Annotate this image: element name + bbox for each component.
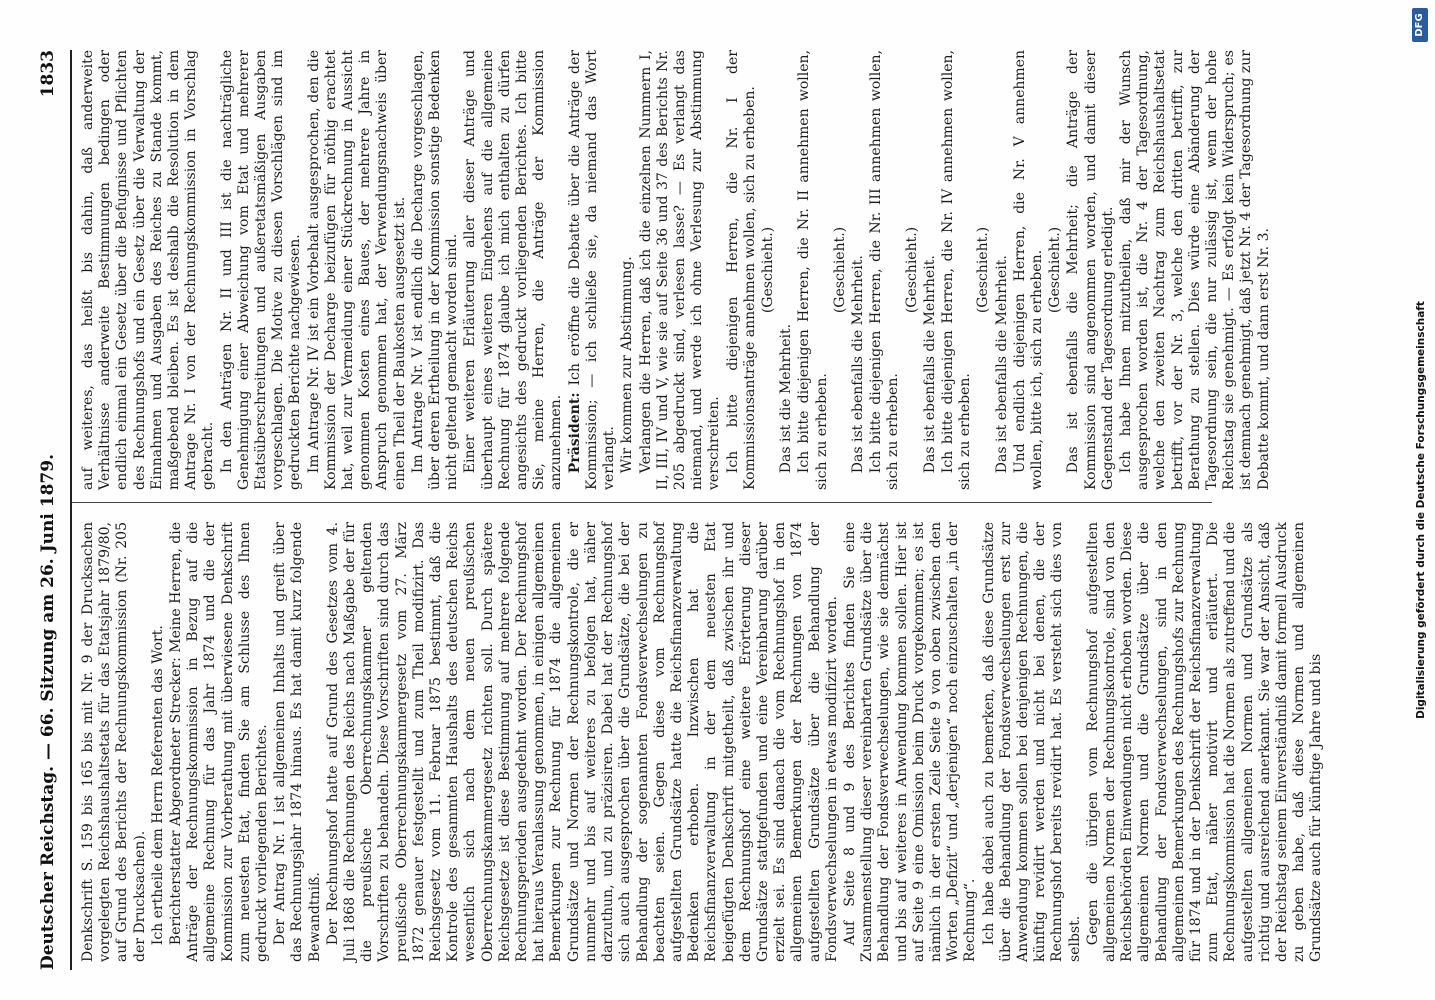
paragraph: Auf Seite 8 und 9 des Berichtes finden Sie eine Zusammenstellung dieser vereinbarten Grundsätze über die Behandlung der Fondsverwechselungen, wie sie demnächst und bis auf weiteres in Anwendung kommen sollen. Hier ist auf Seite 9 eine Omission beim Druck vorgekommen; es ist nämlich in der ersten Zeile Seite 9 von oben zwischen den Worten „Defizit“ und „derjenigen“ noch einzuschalten „in der Rechnung“. [841, 517, 979, 962]
paragraph: Ich habe dabei auch zu bemerken, daß diese Grundsätze über die Behandlung der Fondsverwechselungen erst zur Anwendung kommen sollen bei denjenigen Rechnungen, die künftig revidirt werden und nicht bei denen, die der Rechnungshof bereits revidirt hat. Es versteht sich dies von selbst. [980, 517, 1083, 962]
digitization-sidebar [1395, 60, 1425, 960]
stage-direction: (Geschieht.) [831, 226, 848, 314]
stage-direction: (Geschieht.) [759, 226, 776, 314]
paragraph: Der Antrag Nr. I ist allgemeinen Inhalts und greift über das Rechnungsjahr 1874 hinaus. Es hat damit kurz folgende Bewandtniß. [272, 517, 323, 962]
running-header: Deutscher Reichstag. — 66. Sitzung am 26. Juni 1879. [38, 454, 58, 970]
paragraph: Der Rechnungshof hatte auf Grund des Gesetzes vom 4. Juli 1868 die Rechnungen des Reichs nach Maßgabe der für die preußische Oberrechnungskammer geltenden Vorschriften zu behandeln. Diese Vorschriften sind durch das preußische Oberrechnungskammergesetz vom 27. März 1872 genauer festgestellt und zum Theil modifizirt. Das Reichsgesetz vom 11. Februar 1875 bestimmt, daß die Kontrole des gesammten Haushalts des deutschen Reichs wesentlich sich nach dem neuen preußischen Oberrechnungskammergesetz richten soll. Durch spätere Reichsgesetze ist diese Bestimmung auf mehrere folgende Rechnungsperioden ausgedehnt worden. Der Rechnungshof hat hieraus Veranlassung genommen, in einigen allgemeinen Bemerkungen zur Rechnung für 1874 die allgemeinen Grundsätze und Normen der Rechnungskontrole, die er nunmehr und bis auf weiteres zu befolgen hat, näher darzuthun, und zu präzisiren. Dabei hat der Rechnungshof sich auch ausgesprochen über die Grundsätze, die bei der Behandlung der sogenannten Fondsverwechselungen zu beachten seien. Gegen diese vom Rechnungshof aufgestellten Grundsätze hatte die Reichsfinanzverwaltung Bedenken erhoben. Inzwischen hat die Reichsfinanzverwaltung in der dem neuesten Etat beigefügten Denkschrift mitgetheilt, daß zwischen ihr und dem Rechnungshof eine weitere Erörterung dieser Grundsätze stattgefunden und eine Vereinbarung darüber erzielt sei. Es sind danach die vom Rechnungshof in den allgemeinen Bemerkungen der Rechnungen von 1874 aufgestellten Grundsätze über die Behandlung der Fondsverwechselungen in etwas modifizirt worden. [324, 517, 840, 962]
paragraph: Das ist ebenfalls die Mehrheit. [921, 255, 938, 474]
paragraph: Und endlich diejenigen Herren, die Nr. V annehmen wollen, bitte ich, sich zu erheben. [1011, 45, 1045, 490]
paragraph: Einer weiteren Erläuterung aller dieser Anträge und überhaupt eines weiteren Eingehens auf die allgemeine Rechnung für 1874 glaube ich mich enthalten zu dürfen angesichts des gedruckt vorliegenden Berichtes. Ich bitte Sie, meine Herren, die Anträge der Kommission anzunehmen. [462, 45, 565, 490]
stage-direction: (Geschieht.) [975, 226, 992, 314]
paragraph: Wir kommen zur Abstimmung. [619, 256, 636, 474]
paragraph: auf weiteres, das heißt bis dahin, daß anderweite Verhältnisse anderweite Bestimmungen bedingen oder endlich einmal ein Gesetz über die Befugnisse und Pflichten des Rechnungshofs und ein Gesetz über die Verwaltung der Einnahmen und Ausgaben des Reiches zu Stande kommt, maßgebend bleiben. Es ist deshalb die Resolution in dem Antrage Nr. I von der Rechnungskommission in Vorschlag gebracht. [80, 45, 217, 490]
paragraph: Das ist die Mehrheit. [778, 323, 795, 474]
stage-direction: (Geschieht.) [903, 226, 920, 314]
paragraph: Präsident: Ich eröffne die Debatte über die Anträge der Kommission; — ich schließe sie, da niemand das Wort verlangt. [566, 45, 618, 490]
right-column [80, 45, 1272, 490]
left-column [80, 517, 1325, 962]
paragraph: Denkschrift S. 159 bis 165 bis mit Nr. 9 der Drucksachen vorgelegten Reichshaushaltsetats für das Etatsjahr 1879/80, auf Grund des Berichts der Rechnungskommission (Nr. 205 der Drucksachen). [80, 517, 148, 962]
paragraph: Ich bitte diejenigen Herren, die Nr. IV annehmen wollen, sich zu erheben. [939, 45, 974, 490]
paragraph: Gegen die übrigen vom Rechnungshof aufgestellten allgemeinen Normen der Rechnungskontrole, sind von den Reichsbehörden Einwendungen nicht erhoben worden. Diese allgemeinen Normen und die Grundsätze über die Behandlung der Fondsverwechselungen, sind in den allgemeinen Bemerkungen des Rechnungshofs zur Rechnung für 1874 und in der Denkschrift der Reichsfinanzverwaltung zum Etat, näher motivirt und erläutert. Die Rechnungskommission hat die Normen als zutreffend und die aufgestellten allgemeinen Normen und Grundsätze als richtig und ausreichend anerkannt. Sie war der Ansicht, daß der Reichstag seinem Einverständniß damit formell Ausdruck zu geben habe, daß diese Normen und allgemeinen Grundsätze auch für künftige Jahre und bis [1084, 517, 1325, 962]
header-rule [70, 50, 72, 970]
paragraph: Ich bitte diejenigen Herren, die Nr. I der Kommissionsanträge annehmen wollen, sich zu erheben. [724, 45, 758, 490]
paragraph: In den Anträgen Nr. II und III ist die nachträgliche Genehmigung einer Abweichung vom Etat und mehrerer Etatsüberschreitungen und außeretatsmäßigen Ausgaben vorgeschlagen. Die Motive zu diesen Vorschlägen sind im gedruckten Berichte nachgewiesen. [218, 45, 304, 490]
paragraph: Im Antrage Nr. V ist endlich die Decharge vorgeschlagen, über deren Ertheilung in der Kommission sonstige Bedenken nicht geltend gemacht worden sind. [409, 45, 461, 490]
page-number: 1833 [38, 50, 58, 98]
paragraph: Ich habe Ihnen mitzutheilen, daß mir der Wunsch ausgesprochen worden ist, die Nr. 4 der Tagesordnung, welche den zweiten Nachtrag zum Reichshaushaltsetat betrifft, vor der Nr. 3, welche den dritten betrifft, zur Berathung zu stellen. Dies würde eine Abänderung der Tagesordnung sein, die nur zulässig ist, wenn der hohe Reichstag sie genehmigt. — Es erfolgt kein Widerspruch; es ist demnach genehmigt, daß jetzt Nr. 4 der Tagesordnung zur Debatte kommt, und dann erst Nr. 3. [1117, 45, 1272, 490]
page-header [38, 50, 78, 970]
paragraph: Ich ertheile dem Herrn Referenten das Wort. [149, 625, 166, 946]
dfg-logo-text: DFG [1414, 13, 1425, 37]
paragraph: Im Antrage Nr. IV ist ein Vorbehalt ausgesprochen, den die Kommission der Decharge beizufügen für nöthig erachtet hat, weil zur Vermeidung einer Stückrechnung in Aussicht genommen Kosten eines Baues, der mehrere Jahre in Anspruch genommen hat, der Verwendungsnachweis über einen Theil der Baukosten ausgesetzt ist. [305, 45, 408, 490]
paragraph: Berichterstatter Abgeordneter Strecker: Meine Herren, die Anträge der Rechnungskommission in Bezug auf die allgemeine Rechnung für das Jahr 1874 und die der Kommission zur Vorberathung mit überwiesene Denkschrift zum neuesten Etat, finden Sie am Schlusse des Ihnen gedruckt vorliegenden Berichtes. [168, 517, 271, 962]
paragraph: Das ist ebenfalls die Mehrheit. [849, 255, 866, 474]
paragraph: Ich bitte diejenigen Herren, die Nr. II annehmen wollen, sich zu erheben. [796, 45, 830, 490]
paragraph: Ich bitte diejenigen Herren, die Nr. III annehmen wollen, sich zu erheben. [868, 45, 902, 490]
stage-direction: (Geschieht.) [1047, 226, 1064, 314]
column-divider [72, 502, 1212, 503]
paragraph: Das ist ebenfalls die Mehrheit; die Anträge der Kommission sind angenommen worden, und damit dieser Gegenstand der Tagesordnung erledigt. [1065, 45, 1116, 490]
digitization-note: Digitalisierung gefördert durch die Deutsche Forschungsgemeinschaft [1415, 301, 1427, 719]
speaker-label: Präsident: [566, 392, 583, 474]
dfg-logo [1412, 8, 1428, 42]
paragraph: Das ist ebenfalls die Mehrheit. [993, 255, 1010, 474]
paragraph: Verlangen die Herren, daß ich die einzelnen Nummern I, II, III, IV und V, wie sie auf Seite 36 und 37 des Berichts Nr. 205 abgedruckt sind, verlesen lasse? — Es verlangt das niemand, und werde ich ohne Verlesung zur Abstimmung verschreiten. [637, 45, 723, 490]
